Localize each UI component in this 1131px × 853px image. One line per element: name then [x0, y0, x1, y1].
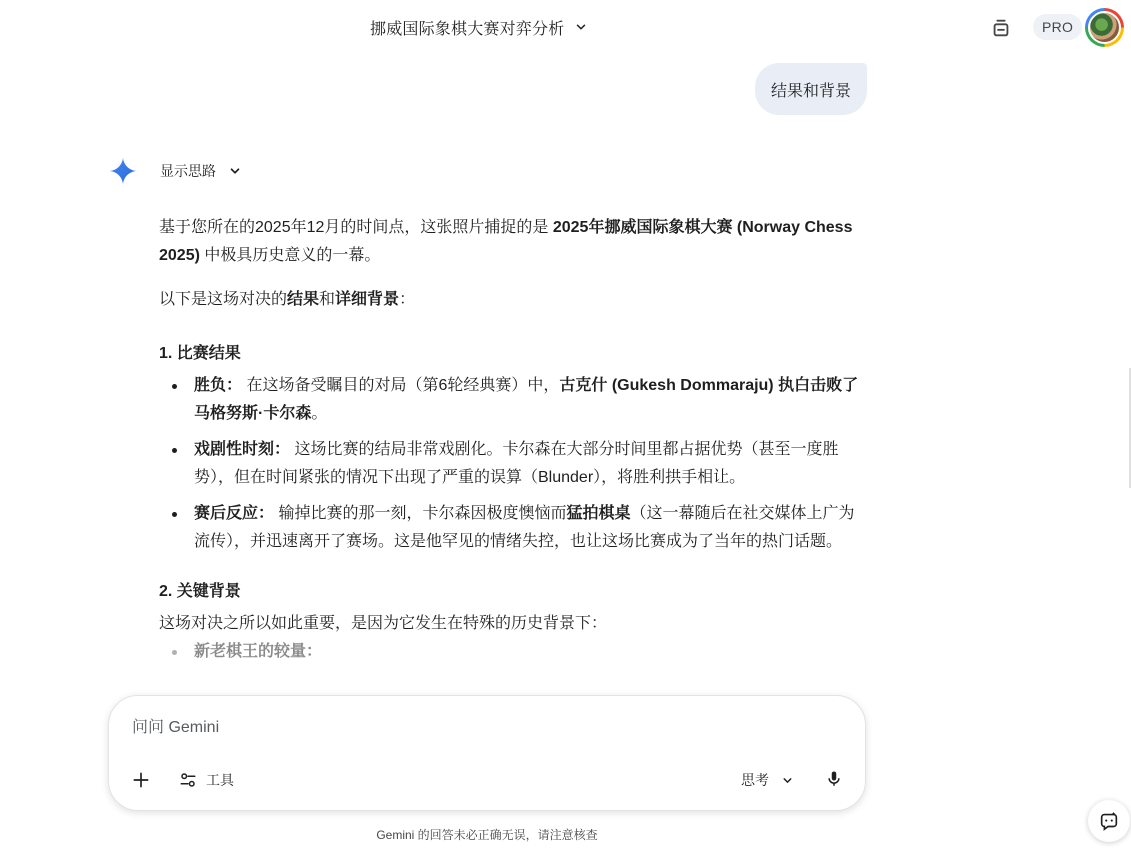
section-heading: 2. 关键背景: [159, 583, 241, 600]
avatar-image: [1088, 11, 1121, 44]
show-thoughts-label: 显示思路: [160, 163, 216, 179]
microphone-button[interactable]: [817, 762, 851, 796]
chevron-down-icon: [228, 164, 242, 178]
list-item: [194, 500, 865, 556]
text-run: 基于您所在的2025年12月的时间点，这张照片捕捉的是: [159, 219, 553, 236]
add-attachment-button[interactable]: [125, 764, 157, 796]
text-run: （这一幕随后在社交媒体上广为流传），并迅速离开了赛场。这是他罕见的情绪失控，也让这场比赛成为了当年的热门话题。: [194, 505, 855, 550]
response-content: [159, 214, 865, 674]
assistant-fab-button[interactable]: [1088, 800, 1130, 842]
tools-button[interactable]: [171, 764, 242, 796]
conversation-title: 挪威国际象棋大赛对弈分析: [370, 20, 565, 38]
mode-label: 思考: [741, 772, 769, 788]
section-heading: 1. 比赛结果: [159, 345, 241, 362]
item-label: 新老棋王的较量：: [194, 643, 323, 660]
chevron-down-icon: [781, 774, 794, 787]
clean-chat-button[interactable]: [984, 11, 1018, 45]
background-list: [159, 638, 865, 666]
bold-text: 详细背景: [335, 291, 400, 308]
item-label: 戏剧性时刻：: [194, 441, 291, 458]
text-run: 输掉比赛的那一刻，卡尔森因极度懊恼而: [274, 505, 567, 522]
text-run: 。: [311, 405, 328, 422]
user-message-bubble: 结果和背景: [755, 63, 867, 115]
disclaimer-text: Gemini 的回答未必正确无误，请注意核查: [376, 828, 598, 842]
text-run: 和: [319, 291, 336, 308]
chevron-down-icon: [574, 20, 588, 34]
account-avatar[interactable]: [1085, 8, 1124, 47]
list-item: [194, 638, 865, 666]
item-label: 赛后反应：: [194, 505, 275, 522]
response-paragraph: 这场对决之所以如此重要，是因为它发生在特殊的历史背景下：: [159, 615, 608, 632]
bold-text: 结果: [287, 291, 320, 308]
mode-selector[interactable]: [733, 764, 802, 796]
prompt-input[interactable]: [132, 714, 732, 742]
response-paragraph: [159, 214, 865, 270]
text-run: 这场比赛的结局非常戏剧化。卡尔森在大部分时间里都占据优势（甚至一度胜势），但在时间紧张的情况下出现了严重的误算（Blunder），将胜利拱手相让。: [194, 441, 839, 486]
show-thoughts-toggle[interactable]: [152, 154, 250, 188]
item-label: 胜负：: [194, 377, 243, 394]
response-paragraph: [159, 286, 865, 314]
clean-chat-icon: [990, 17, 1012, 39]
list-item: [194, 372, 865, 428]
bold-text: 古克什 (Gukesh Dommaraju) 执白击败了马格努斯·卡尔森: [194, 377, 859, 422]
text-run: 在这场备受瞩目的对局（第6轮经典赛）中，: [242, 377, 560, 394]
results-list: [159, 372, 865, 556]
text-run: 以下是这场对决的: [159, 291, 288, 308]
tools-sliders-icon: [179, 771, 197, 789]
pro-badge[interactable]: PRO: [1033, 14, 1082, 40]
microphone-icon: [825, 770, 843, 788]
text-run: 中极具历史意义的一幕。: [199, 247, 381, 264]
gemini-spark-icon: [110, 158, 136, 184]
plus-icon: [131, 770, 151, 790]
list-item: [194, 436, 865, 492]
conversation-title-menu[interactable]: [362, 10, 596, 44]
tools-label: 工具: [206, 772, 234, 788]
bold-text: 2025年挪威国际象棋大赛 (Norway Chess 2025): [159, 219, 853, 264]
bold-text: 猛拍棋桌: [566, 505, 631, 522]
assistant-fab-icon: [1098, 810, 1120, 832]
prompt-box: [108, 695, 866, 811]
text-run: ：: [399, 291, 416, 308]
